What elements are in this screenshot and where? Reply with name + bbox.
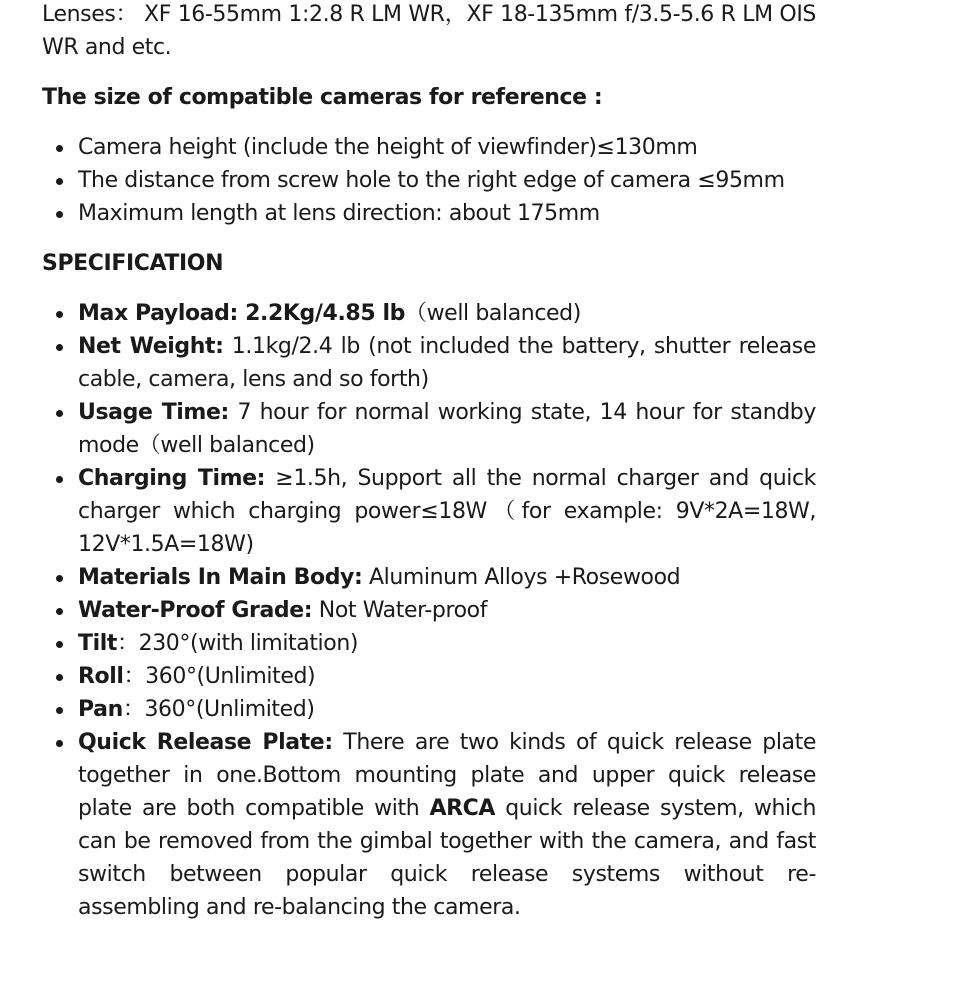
lenses-text: XF 16-55mm 1:2.8 R LM WR，XF 18-135mm f/3.5-5.6 R LM OIS WR and etc. <box>42 2 816 60</box>
spec-item-tilt <box>78 627 816 660</box>
spec-item-materials <box>78 561 816 594</box>
spec-value: ≥1.5h, Support all the normal charger and quick charger which charging power≤18W（for example: 9V*2A=18W, 12V*1.5A=18W) <box>78 466 816 557</box>
spec-label: Charging Time: <box>78 466 266 491</box>
spec-label: Pan <box>78 697 123 722</box>
compat-list <box>42 131 816 230</box>
spec-label: Tilt <box>78 631 118 656</box>
spec-value: ：230°(with limitation) <box>117 631 359 656</box>
spec-item-charging-time <box>78 462 816 561</box>
spec-item-water-proof <box>78 594 816 627</box>
spec-label: Usage Time: <box>78 400 229 425</box>
spec-label: Roll <box>78 664 124 689</box>
spec-value: ：360°(Unlimited) <box>122 697 315 722</box>
spec-item-roll <box>78 660 816 693</box>
spec-value: ：360°(Unlimited) <box>123 664 316 689</box>
spec-label: Max Payload: 2.2Kg/4.85 lb <box>78 301 405 326</box>
compat-item: Maximum length at lens direction: about 175mm <box>78 197 816 230</box>
spec-label: Materials In Main Body: <box>78 565 363 590</box>
arca-brand: ARCA <box>429 796 496 821</box>
spec-heading: SPECIFICATION <box>42 251 224 276</box>
spec-value: （well balanced) <box>404 301 581 326</box>
spec-list <box>42 297 816 924</box>
spec-value: 7 hour for normal working state, 14 hour for standby mode（well balanced) <box>78 400 816 458</box>
spec-item-net-weight <box>78 330 816 396</box>
compat-item: The distance from screw hole to the right edge of camera ≤95mm <box>78 164 816 197</box>
lenses-label: Lenses： <box>42 2 138 27</box>
spec-value: 1.1kg/2.4 lb (not included the battery, shutter release cable, camera, lens and so forth) <box>78 334 816 392</box>
spec-item-usage-time <box>78 396 816 462</box>
spec-item-max-payload <box>78 297 816 330</box>
spec-item-pan <box>78 693 816 726</box>
compat-heading: The size of compatible cameras for reference : <box>42 85 603 110</box>
spec-label: Quick Release Plate: <box>78 730 333 755</box>
spec-label: Water-Proof Grade: <box>78 598 313 623</box>
spec-label: Net Weight: <box>78 334 224 359</box>
spec-value: Not Water-proof <box>312 598 488 623</box>
lenses-paragraph <box>42 0 816 64</box>
spec-item-quick-release <box>78 726 816 924</box>
product-description <box>42 0 816 941</box>
spec-value: There are two kinds of quick release plate together in one.Bottom mounting plate and upper quick release plate are both compatible with <box>78 730 816 821</box>
spec-value: Aluminum Alloys +Rosewood <box>362 565 681 590</box>
spec-value: quick release system, which can be removed from the gimbal together with the camera, and fast switch between popular quick release systems without re-assembling and re-balancing the camera. <box>78 796 816 920</box>
compat-item: Camera height (include the height of viewfinder)≤130mm <box>78 131 816 164</box>
